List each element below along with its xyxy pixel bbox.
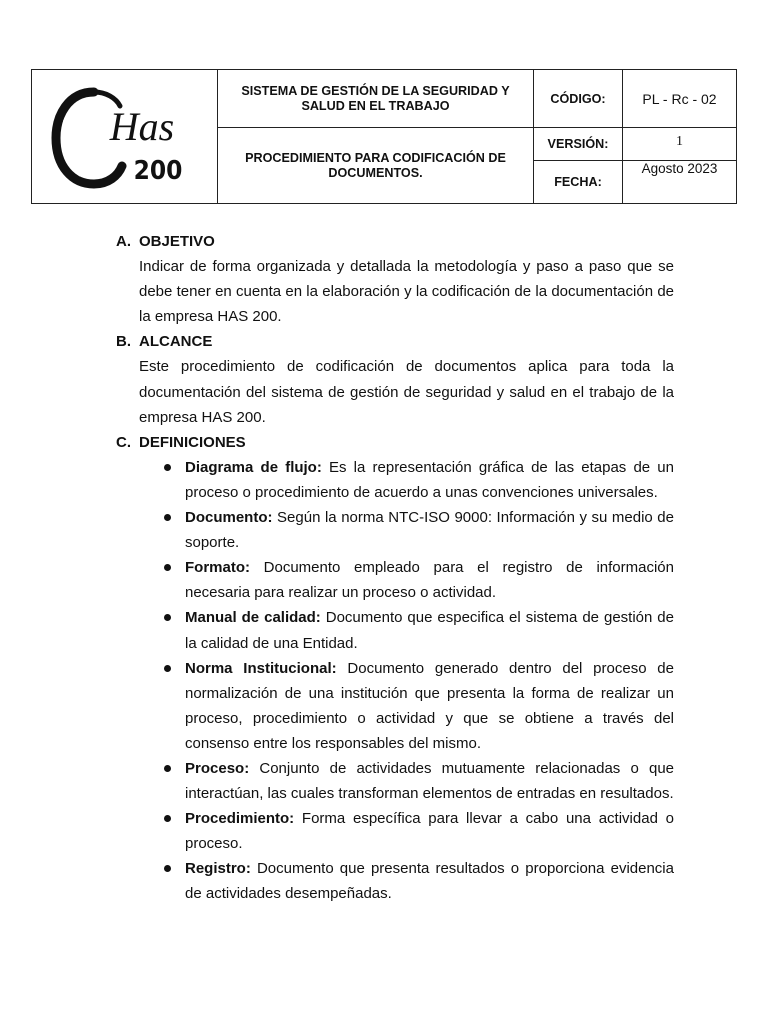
definition-text: Según la norma NTC-ISO 9000: Información y su medio de soporte. xyxy=(185,509,674,552)
definition-item xyxy=(185,555,674,605)
bullet-icon xyxy=(164,765,171,772)
definition-term: Formato: xyxy=(185,559,250,577)
section-heading-objetivo xyxy=(116,229,674,254)
definition-item xyxy=(185,505,674,555)
definition-term: Norma Institucional: xyxy=(185,659,337,677)
bullet-icon xyxy=(164,464,171,471)
definition-text: Documento empleado para el registro de información necesaria para realizar un proceso o actividad. xyxy=(185,559,674,602)
definition-term: Manual de calidad: xyxy=(185,609,321,627)
has200-logo xyxy=(50,80,210,194)
definition-term: Diagrama de flujo: xyxy=(185,458,322,476)
document-body xyxy=(116,229,674,907)
definition-item xyxy=(185,856,674,906)
definition-term: Documento: xyxy=(185,509,273,527)
definition-item xyxy=(185,455,674,505)
procedure-title: PROCEDIMIENTO PARA CODIFICACIÓN DE DOCUMENTOS. xyxy=(218,128,534,204)
document-header xyxy=(31,69,737,204)
section-title: ALCANCE xyxy=(139,333,213,351)
section-letter: A. xyxy=(116,233,131,250)
definition-term: Registro: xyxy=(185,860,251,878)
logo-number: 200 xyxy=(133,154,183,186)
fecha-label: FECHA: xyxy=(534,161,623,204)
section-heading-definiciones xyxy=(116,430,674,455)
fecha-value: Agosto 2023 xyxy=(623,161,737,204)
definition-text: Es la representación gráfica de las etapas de un proceso o procedimiento de acuerdo a unas convenciones universales. xyxy=(185,458,674,501)
definition-item xyxy=(185,605,674,655)
section-letter: C. xyxy=(116,433,131,451)
definition-text: Forma específica para llevar a cabo una actividad o proceso. xyxy=(185,810,674,853)
bullet-icon xyxy=(164,865,171,872)
definition-text: Documento que presenta resultados o proporciona evidencia de actividades desempeñadas. xyxy=(185,860,674,903)
system-title: SISTEMA DE GESTIÓN DE LA SEGURIDAD Y SALUD EN EL TRABAJO xyxy=(218,70,534,128)
definition-text: Documento que especifica el sistema de gestión de la calidad de una Entidad. xyxy=(185,609,674,652)
bullet-icon xyxy=(164,815,171,822)
objetivo-text: Indicar de forma organizada y detallada la metodología y paso a paso que se debe tener en cuenta en la elaboración y la codificación de la documentación de la empresa HAS 200. xyxy=(139,258,674,326)
logo-cell xyxy=(32,70,218,204)
bullet-icon xyxy=(164,514,171,521)
codigo-label: CÓDIGO: xyxy=(534,70,623,128)
section-title: DEFINICIONES xyxy=(139,433,246,451)
bullet-icon xyxy=(164,665,171,672)
definition-item xyxy=(185,806,674,856)
section-title: OBJETIVO xyxy=(139,233,215,250)
definition-term: Proceso: xyxy=(185,759,250,777)
definitions-list xyxy=(116,455,674,907)
section-letter: B. xyxy=(116,333,131,351)
bullet-icon xyxy=(164,614,171,621)
definition-term: Procedimiento: xyxy=(185,810,295,828)
version-value: 1 xyxy=(623,128,737,161)
definition-text: Conjunto de actividades mutuamente relacionadas o que interactúan, las cuales transforman elementos de entradas en resultados. xyxy=(185,759,674,803)
definition-text: Documento generado dentro del proceso de normalización de una institución que presenta la forma de realizar un proceso, procedimiento o actividad y que se obtiene a través del consenso entre los responsables del mismo. xyxy=(185,659,674,752)
definition-item xyxy=(185,756,674,806)
alcance-text: Este procedimiento de codificación de documentos aplica para toda la documentación del sistema de gestión de seguridad y salud en el trabajo de la empresa HAS 200. xyxy=(139,358,674,426)
version-label: VERSIÓN: xyxy=(534,128,623,161)
codigo-value: PL - Rc - 02 xyxy=(623,70,737,128)
bullet-icon xyxy=(164,564,171,571)
section-heading-alcance xyxy=(116,329,674,354)
logo-text: Has xyxy=(109,104,175,149)
definition-item xyxy=(185,656,674,756)
